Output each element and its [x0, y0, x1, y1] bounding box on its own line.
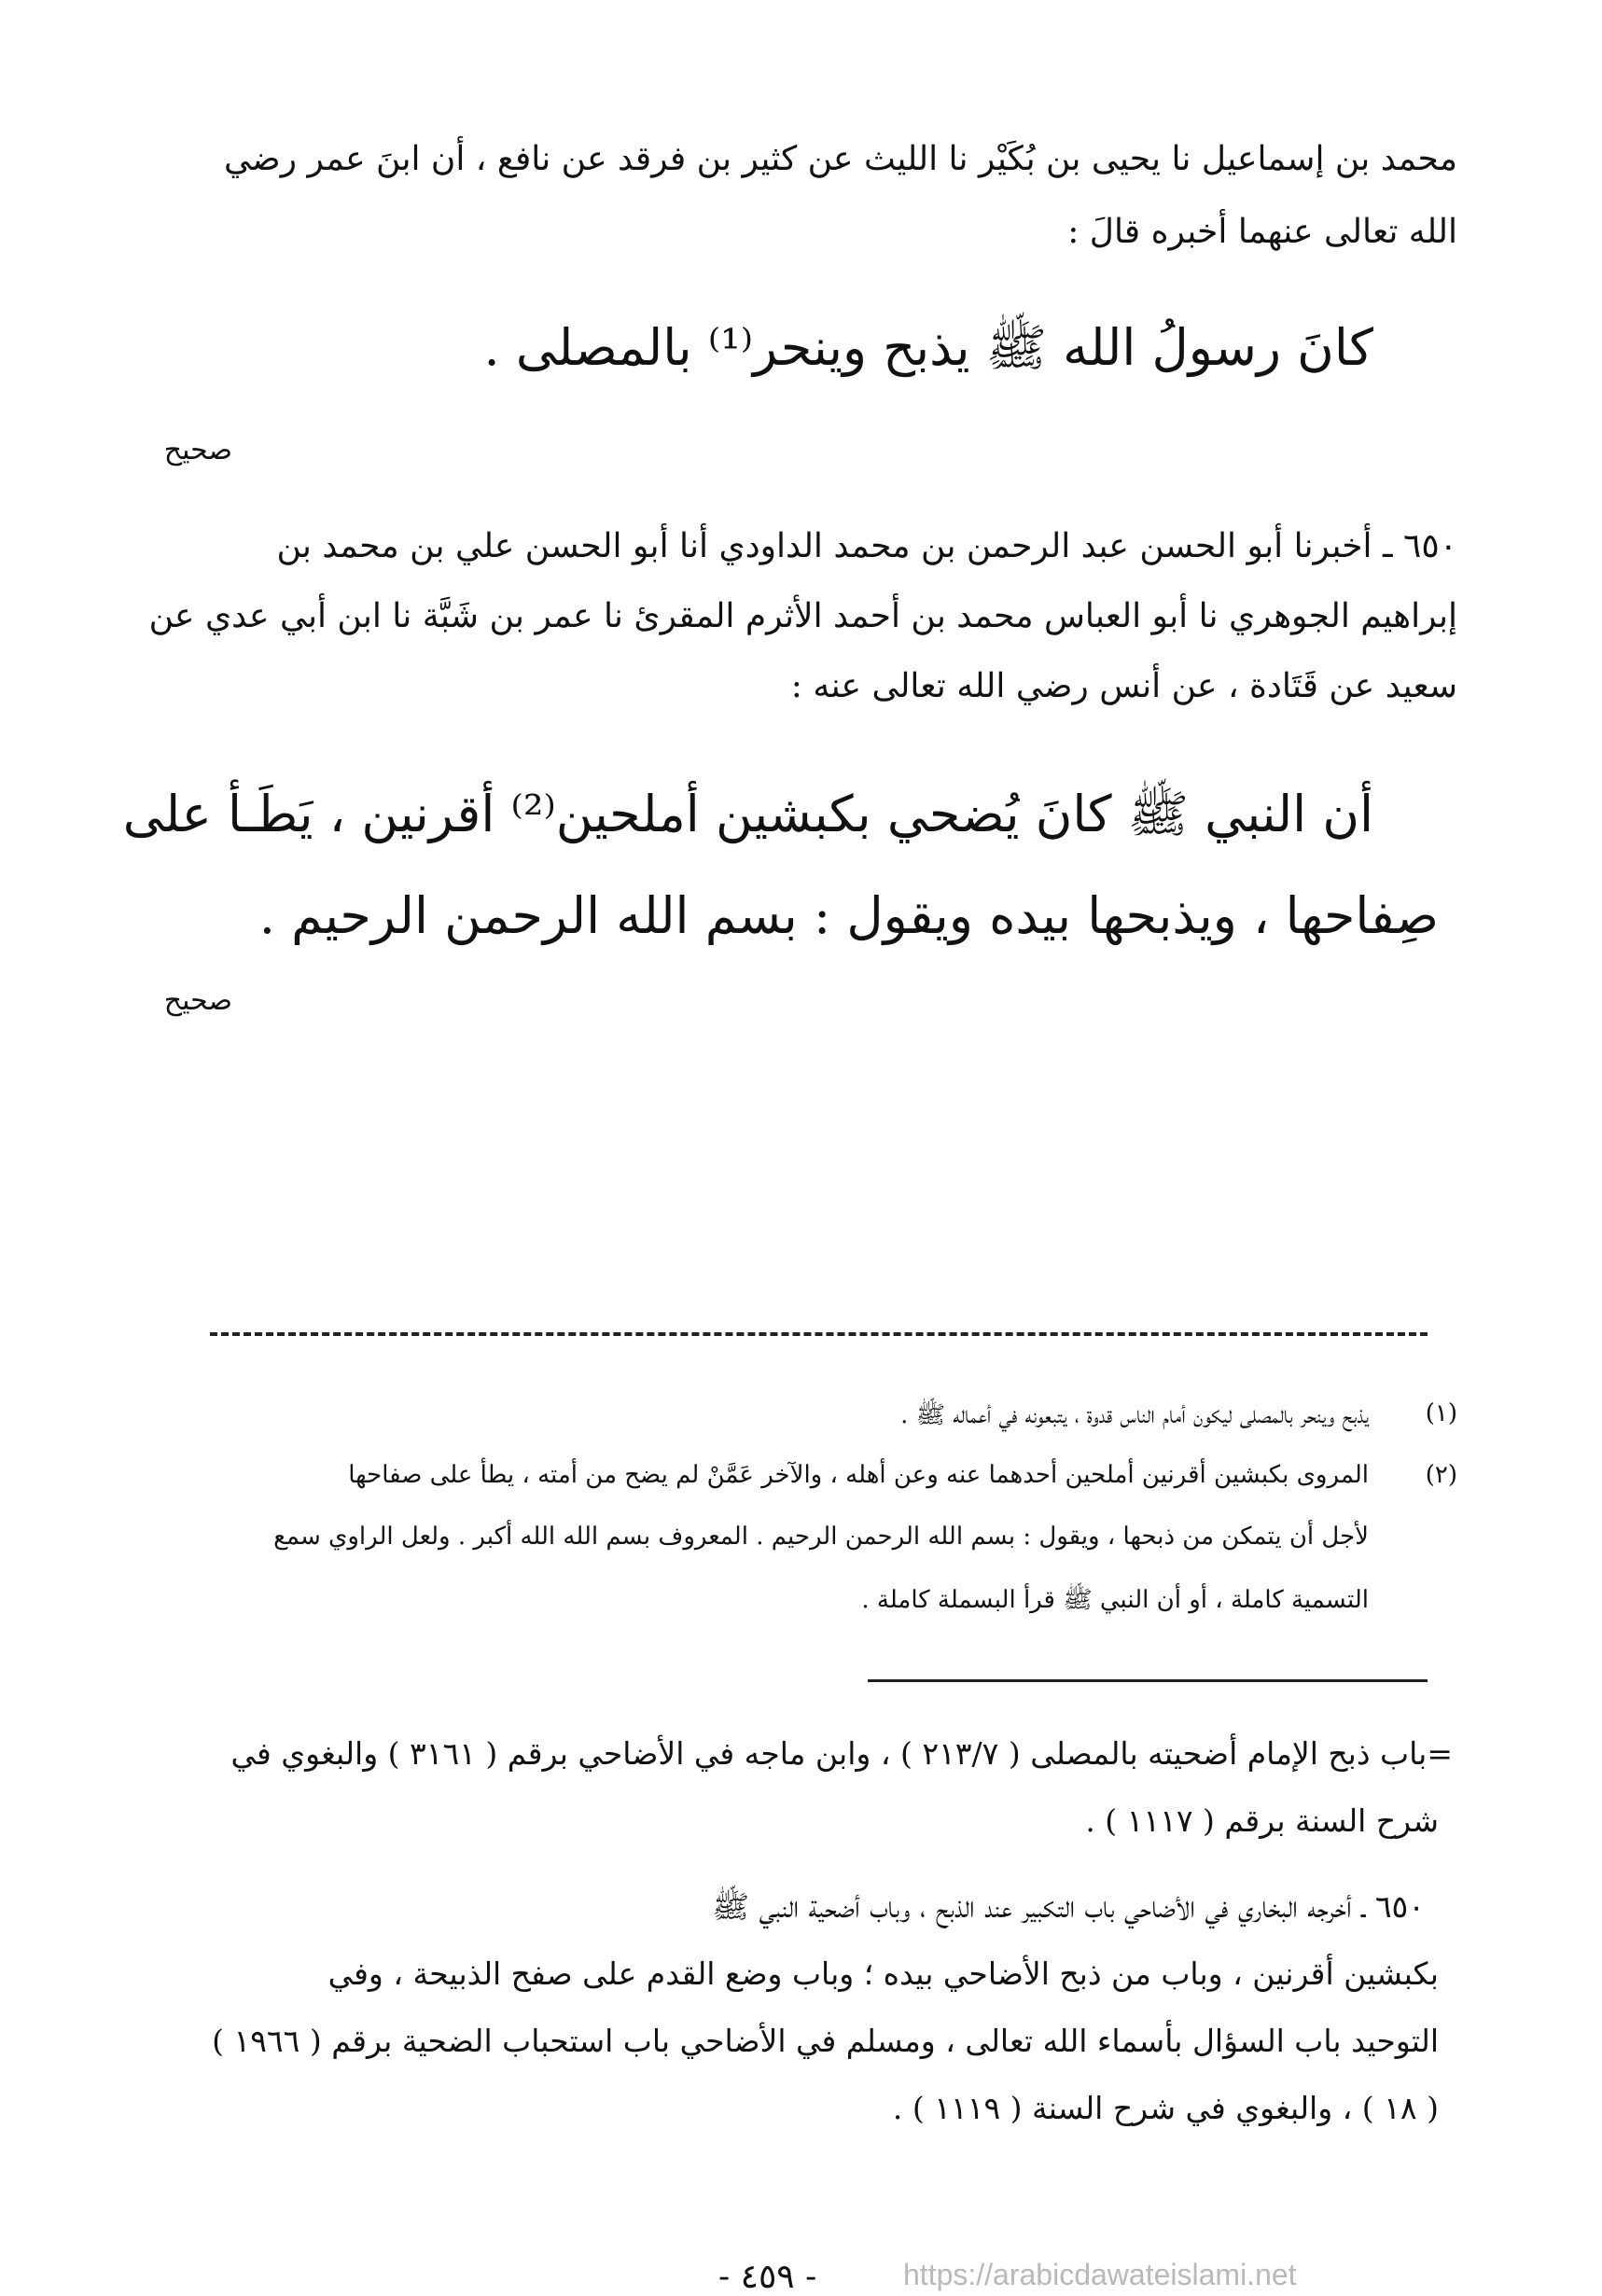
takhrij-line: شرح السنة برقم ( ١١١٧ ) . [1085, 1802, 1439, 1839]
footnote-text: المروى بكبشين أقرنين أملحين أحدهما عنه وعن أهله ، والآخر عَمَّنْ لم يضح من أمته ، يطأ على صفاحها [348, 1461, 1369, 1489]
hadith-grade: صحيح [163, 984, 232, 1017]
footnote-number: (١) [1425, 1399, 1457, 1427]
isnad-line: الله تعالى عنهما أخبره قالَ : [1067, 213, 1457, 251]
isnad-line: إبراهيم الجوهري نا أبو العباس محمد بن أحمد الأثرم المقرئ نا عمر بن شَبَّة نا ابن أبي عدي عن [148, 597, 1457, 635]
page-number: - ٤٥٩ - [718, 2258, 817, 2296]
footnote-separator [210, 1332, 1428, 1336]
takhrij-line: بكبشين أقرنين ، وباب من ذبح الأضاحي بيده ؛ وباب وضع القدم على صفح الذبيحة ، وفي [327, 1955, 1439, 1992]
hadith-matn: كانَ رسولُ الله ﷺ يذبح وينحر⁽¹⁾ بالمصلى . [483, 318, 1373, 377]
takhrij-line: =باب ذبح الإمام أضحيته بالمصلى ( ٢١٣/٧ ) ، وابن ماجه في الأضاحي برقم ( ٣١٦١ ) والبغوي في [230, 1735, 1453, 1772]
takhrij-line: التوحيد باب السؤال بأسماء الله تعالى ، ومسلم في الأضاحي باب استحباب الضحية برقم ( ١٩٦٦ ) [212, 2023, 1439, 2059]
hadith-grade: صحيح [163, 434, 232, 466]
hadith-matn: صِفاحها ، ويذبحها بيده ويقول : بسم الله الرحمن الرحيم . [258, 886, 1439, 945]
isnad-line: سعيد عن قَتَادة ، عن أنس رضي الله تعالى عنه : [790, 667, 1457, 705]
footnote-text: التسمية كاملة ، أو أن النبي ﷺ قرأ البسملة كاملة . [861, 1586, 1369, 1614]
isnad-line: ٦٥٠ ـ أخبرنا أبو الحسن عبد الرحمن بن محمد الداودي أنا أبو الحسن علي بن محمد بن [276, 527, 1457, 565]
hadith-matn: أن النبي ﷺ كانَ يُضحي بكبشين أملحين⁽²⁾ أقرنين ، يَطَـأ على [122, 785, 1373, 843]
takhrij-line: ( ١٨ ) ، والبغوي في شرح السنة ( ١١١٩ ) . [892, 2090, 1439, 2126]
watermark: https://arabicdawateislami.net [903, 2258, 1297, 2291]
footnote-text: يذبح وينحر بالمصلى ليكون أمام الناس قدوة ، يتبعونه في أعماله ﷺ . [900, 1401, 1369, 1429]
footnote-text: لأجل أن يتمكن من ذبحها ، ويقول : بسم الله الرحمن الرحيم . المعروف بسم الله الله أكبر . ولعل الراوي سمع [273, 1523, 1369, 1551]
takhrij-line: ٦٥٠ ـ أخرجه البخاري في الأضاحي باب التكبير عند الذبح ، وباب أضحية النبي ﷺ [712, 1888, 1425, 1925]
footnote-number: (٢) [1425, 1461, 1457, 1489]
takhrij-separator [868, 1679, 1428, 1682]
isnad-line: محمد بن إسماعيل نا يحيى بن بُكَيْر نا الليث عن كثير بن فرقد عن نافع ، أن ابنَ عمر رضي [224, 140, 1457, 178]
